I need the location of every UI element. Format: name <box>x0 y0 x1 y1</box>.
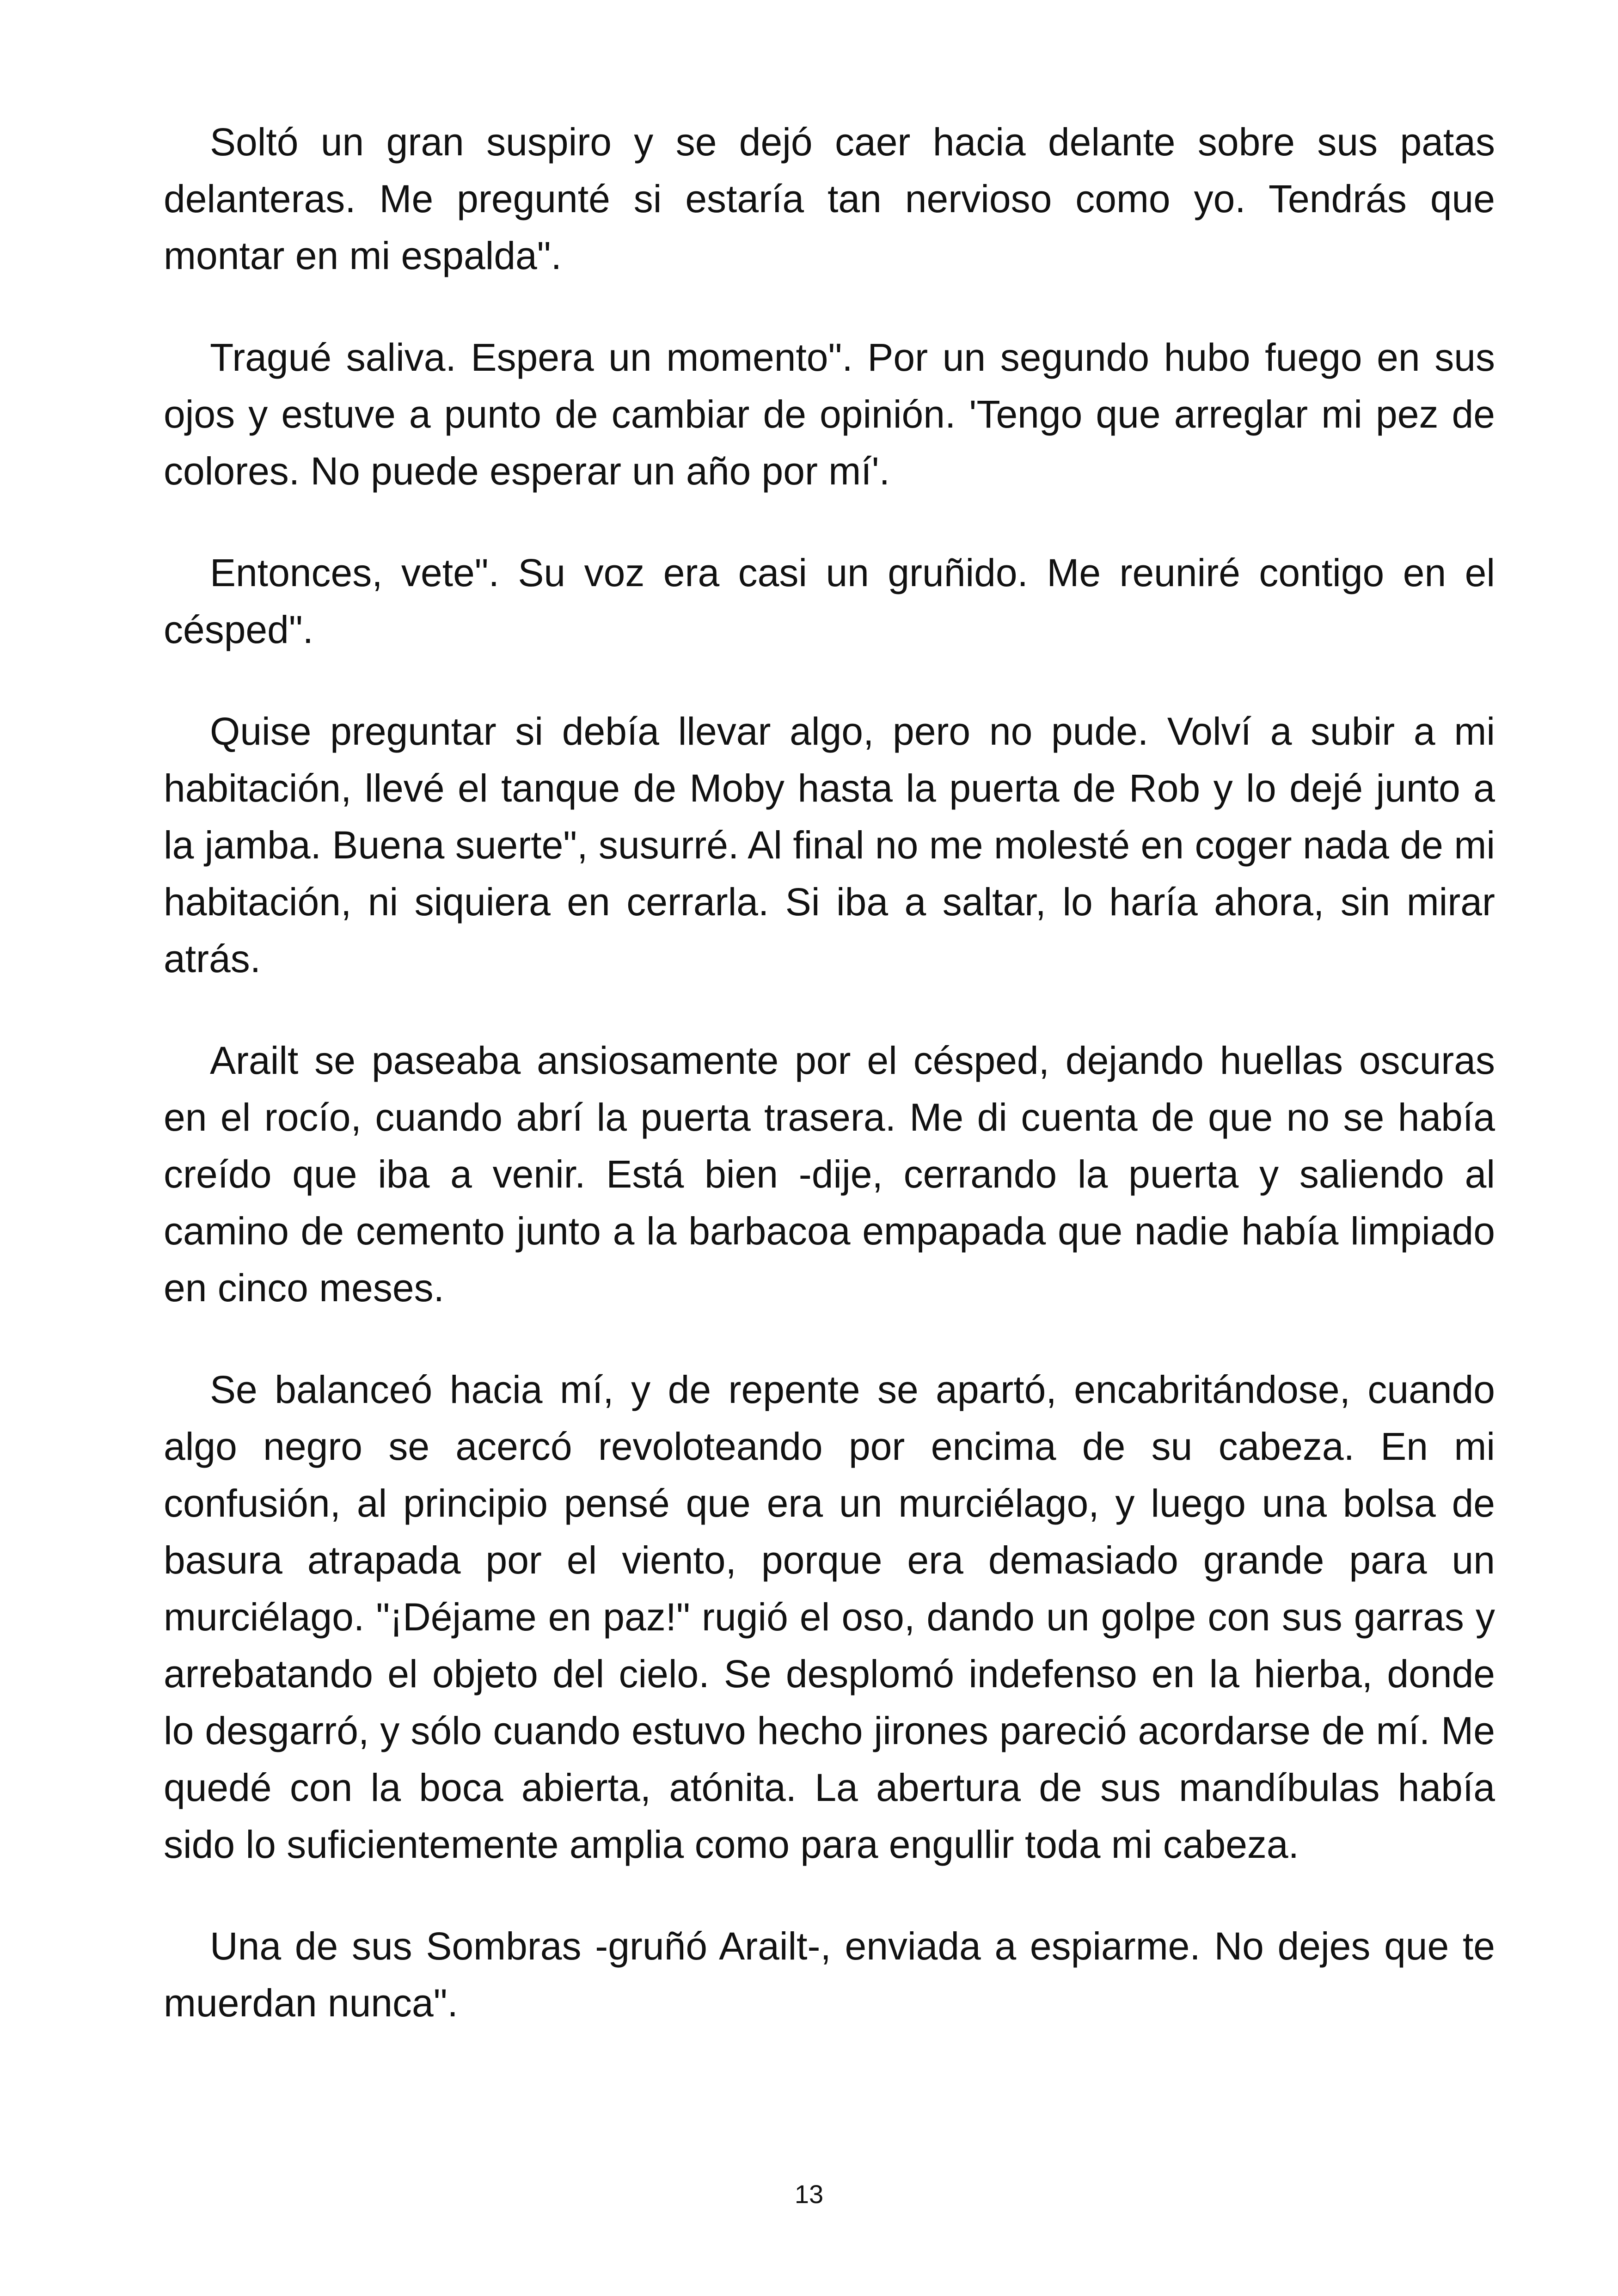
paragraph-7: Una de sus Sombras -gruñó Arailt-, enviada a espiarme. No dejes que te muerdan nunca". <box>164 1924 1495 2025</box>
paragraph-6: Se balanceó hacia mí, y de repente se apartó, encabritándose, cuando algo negro se acercó revoloteando por encima de su cabeza. En mi confusión, al principio pensé que era un murciélago, y luego una bolsa de basura atrapada por el viento, porque era demasiado grande para un murciélago. "¡Déjame en paz!" rugió el oso, dando un golpe con sus garras y arrebatando el objeto del cielo. Se desplomó indefenso en la hierba, donde lo desgarró, y sólo cuando estuvo hecho jirones pareció acordarse de mí. Me quedé con la boca abierta, atónita. La abertura de sus mandíbulas había sido lo suficientemente amplia como para engullir toda mi cabeza. <box>164 1368 1495 1866</box>
paragraph-4: Quise preguntar si debía llevar algo, pero no pude. Volví a subir a mi habitación, llevé el tanque de Moby hasta la puerta de Rob y lo dejé junto a la jamba. Buena suerte", susurré. Al final no me molesté en coger nada de mi habitación, ni siquiera en cerrarla. Si iba a saltar, lo haría ahora, sin mirar atrás. <box>164 710 1495 980</box>
paragraph-2: Tragué saliva. Espera un momento". Por un segundo hubo fuego en sus ojos y estuve a punto de cambiar de opinión. 'Tengo que arreglar mi pez de colores. No puede esperar un año por mí'. <box>164 336 1495 493</box>
paragraph-5: Arailt se paseaba ansiosamente por el césped, dejando huellas oscuras en el rocío, cuando abrí la puerta trasera. Me di cuenta de que no se había creído que iba a venir. Está bien -dije, cerrando la puerta y saliendo al camino de cemento junto a la barbacoa empapada que nadie había limpiado en cinco meses. <box>164 1039 1495 1310</box>
paragraph-3: Entonces, vete". Su voz era casi un gruñido. Me reuniré contigo en el césped". <box>164 551 1495 651</box>
page-number: 13 <box>794 2180 824 2209</box>
body-text <box>164 114 1495 2032</box>
paragraph-1: Soltó un gran suspiro y se dejó caer hacia delante sobre sus patas delanteras. Me pregunté si estaría tan nervioso como yo. Tendrás que montar en mi espalda". <box>164 120 1495 277</box>
